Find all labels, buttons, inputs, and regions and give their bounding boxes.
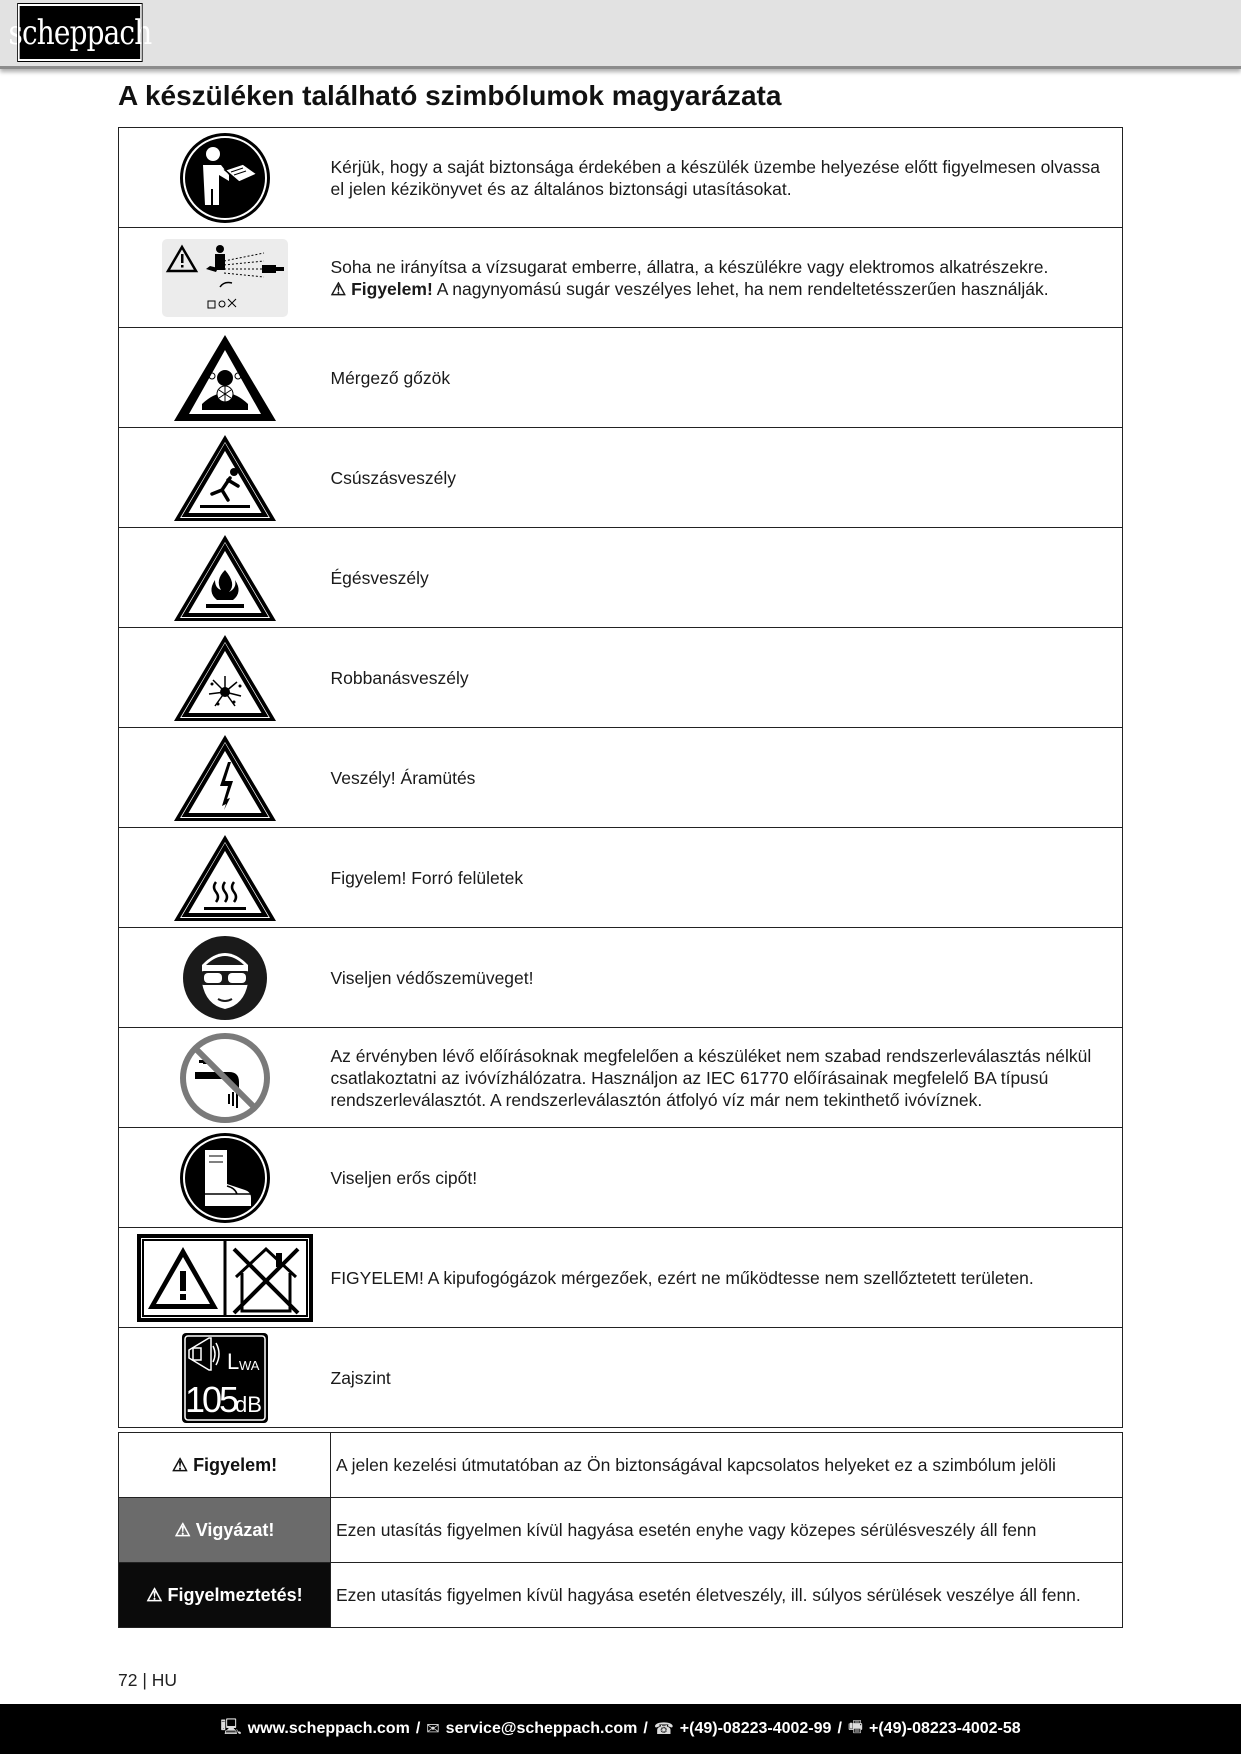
table-row bbox=[119, 1498, 1123, 1563]
symbol-text: Robbanásveszély bbox=[331, 628, 1123, 728]
warning-label: Figyelem! bbox=[351, 278, 433, 299]
table-row bbox=[119, 528, 1123, 628]
hot-surface-icon bbox=[172, 832, 278, 924]
no-drinking-water-connection-icon bbox=[179, 1032, 271, 1124]
symbol-text: FIGYELEM! A kipufogógázok mérgezőek, ezért ne működtesse nem szellőztetett területen. bbox=[331, 1228, 1123, 1328]
safety-boots-icon bbox=[179, 1132, 271, 1224]
read-manual-icon bbox=[179, 132, 271, 224]
page-number: 72 bbox=[118, 1670, 138, 1690]
symbol-text: Az érvényben lévő előírásoknak megfelelően a készüléket nem szabad rendszerleválasztás nélkül csatlakoztatni az ivóvízhálózatra. Használjon az IEC 61770 előírásainak megfelelő BA típusú rendszerleválasztót. A rendszerleválasztón átfolyó víz már nem tekinthető ivóvíznek. bbox=[331, 1028, 1123, 1128]
safety-goggles-icon bbox=[182, 935, 268, 1021]
toxic-fumes-icon bbox=[172, 332, 278, 424]
signal-text: A jelen kezelési útmutatóban az Ön biztonságával kapcsolatos helyeket ez a szimbólum jelöli bbox=[331, 1433, 1123, 1498]
fire-hazard-icon bbox=[172, 532, 278, 624]
slippery-surface-icon bbox=[172, 432, 278, 524]
symbol-text: Zajszint bbox=[331, 1328, 1123, 1428]
table-row bbox=[119, 1563, 1123, 1628]
table-row bbox=[119, 1228, 1123, 1328]
language-code: HU bbox=[151, 1670, 178, 1690]
symbol-text: Mérgező gőzök bbox=[331, 328, 1123, 428]
symbol-text: Csúszásveszély bbox=[331, 428, 1123, 528]
table-row bbox=[119, 428, 1123, 528]
mail-icon: ✉ bbox=[426, 1721, 440, 1738]
symbol-text: Viseljen erős cipőt! bbox=[331, 1128, 1123, 1228]
footer-fax: +(49)-08223-4002-58 bbox=[869, 1720, 1021, 1737]
signal-label: Figyelem! bbox=[193, 1454, 278, 1475]
noise-unit-sub: WA bbox=[238, 1357, 260, 1373]
signal-label: Figyelmeztetés! bbox=[167, 1584, 303, 1605]
footer-band bbox=[0, 1704, 1241, 1754]
warning-symbol: ⚠ bbox=[174, 1519, 191, 1540]
warning-symbol: ⚠ bbox=[171, 1454, 189, 1475]
table-row bbox=[119, 228, 1123, 328]
fax-icon: 🖷 bbox=[847, 1718, 863, 1736]
symbol-text: Égésveszély bbox=[331, 528, 1123, 628]
explosion-hazard-icon bbox=[172, 632, 278, 724]
header-band bbox=[0, 0, 1241, 66]
signal-text: Ezen utasítás figyelmen kívül hagyása esetén életveszély, ill. súlyos sérülések veszélye áll fenn. bbox=[331, 1563, 1123, 1628]
warning-text: A nagynyomású sugár veszélyes lehet, ha nem rendeltetésszerűen használják. bbox=[436, 278, 1049, 299]
table-row bbox=[119, 1433, 1123, 1498]
warning-symbol: ⚠ bbox=[146, 1584, 163, 1605]
computer-icon: 🖳 bbox=[220, 1718, 242, 1736]
table-row bbox=[119, 1328, 1123, 1428]
warning-line bbox=[331, 278, 1119, 300]
symbol-text: Veszély! Áramütés bbox=[331, 728, 1123, 828]
footer-phone: +(49)-08223-4002-99 bbox=[679, 1720, 832, 1737]
page-title: A készüléken található szimbólumok magyarázata bbox=[118, 80, 782, 111]
page-footer-number: 72 | HU bbox=[118, 1670, 178, 1690]
table-row bbox=[119, 928, 1123, 1028]
noise-unit-label: L bbox=[226, 1348, 239, 1374]
footer-separator: / bbox=[643, 1720, 648, 1737]
signal-label: Vigyázat! bbox=[195, 1519, 275, 1540]
table-row bbox=[119, 828, 1123, 928]
symbol-text: Soha ne irányítsa a vízsugarat emberre, állatra, a készülékre vagy elektromos alkatrészekre. bbox=[330, 256, 1049, 277]
noise-level-icon bbox=[181, 1332, 269, 1424]
footer-website[interactable]: www.scheppach.com bbox=[247, 1720, 410, 1737]
table-row bbox=[119, 728, 1123, 828]
table-row bbox=[119, 628, 1123, 728]
table-row bbox=[119, 1028, 1123, 1128]
scheppach-logo: scheppach bbox=[18, 4, 142, 61]
table-row bbox=[119, 1128, 1123, 1228]
exhaust-gas-warning-icon bbox=[136, 1233, 314, 1323]
signal-word-table bbox=[118, 1432, 1123, 1628]
symbol-text: Figyelem! Forró felületek bbox=[331, 828, 1123, 928]
symbol-table bbox=[118, 127, 1123, 1428]
water-jet-warning-icon bbox=[162, 239, 288, 317]
table-row bbox=[119, 328, 1123, 428]
footer-separator: / bbox=[415, 1720, 421, 1737]
symbol-text: Kérjük, hogy a saját biztonsága érdekében a készülék üzembe helyezése előtt figyelmesen olvassa el jelen kézikönyvet és az általános biztonsági utasításokat. bbox=[331, 128, 1123, 228]
footer-separator: / bbox=[837, 1720, 842, 1737]
footer-email[interactable]: service@scheppach.com bbox=[445, 1720, 638, 1737]
phone-icon: ☎ bbox=[653, 1721, 674, 1738]
noise-value: 105 bbox=[184, 1378, 236, 1420]
electric-shock-icon bbox=[172, 732, 278, 824]
signal-text: Ezen utasítás figyelmen kívül hagyása esetén enyhe vagy közepes sérülésveszély áll fenn bbox=[331, 1498, 1123, 1563]
table-row bbox=[119, 128, 1123, 228]
noise-unit: dB bbox=[234, 1391, 262, 1417]
symbol-text: Viseljen védőszemüveget! bbox=[331, 928, 1123, 1028]
warning-symbol: ⚠ bbox=[330, 278, 347, 299]
